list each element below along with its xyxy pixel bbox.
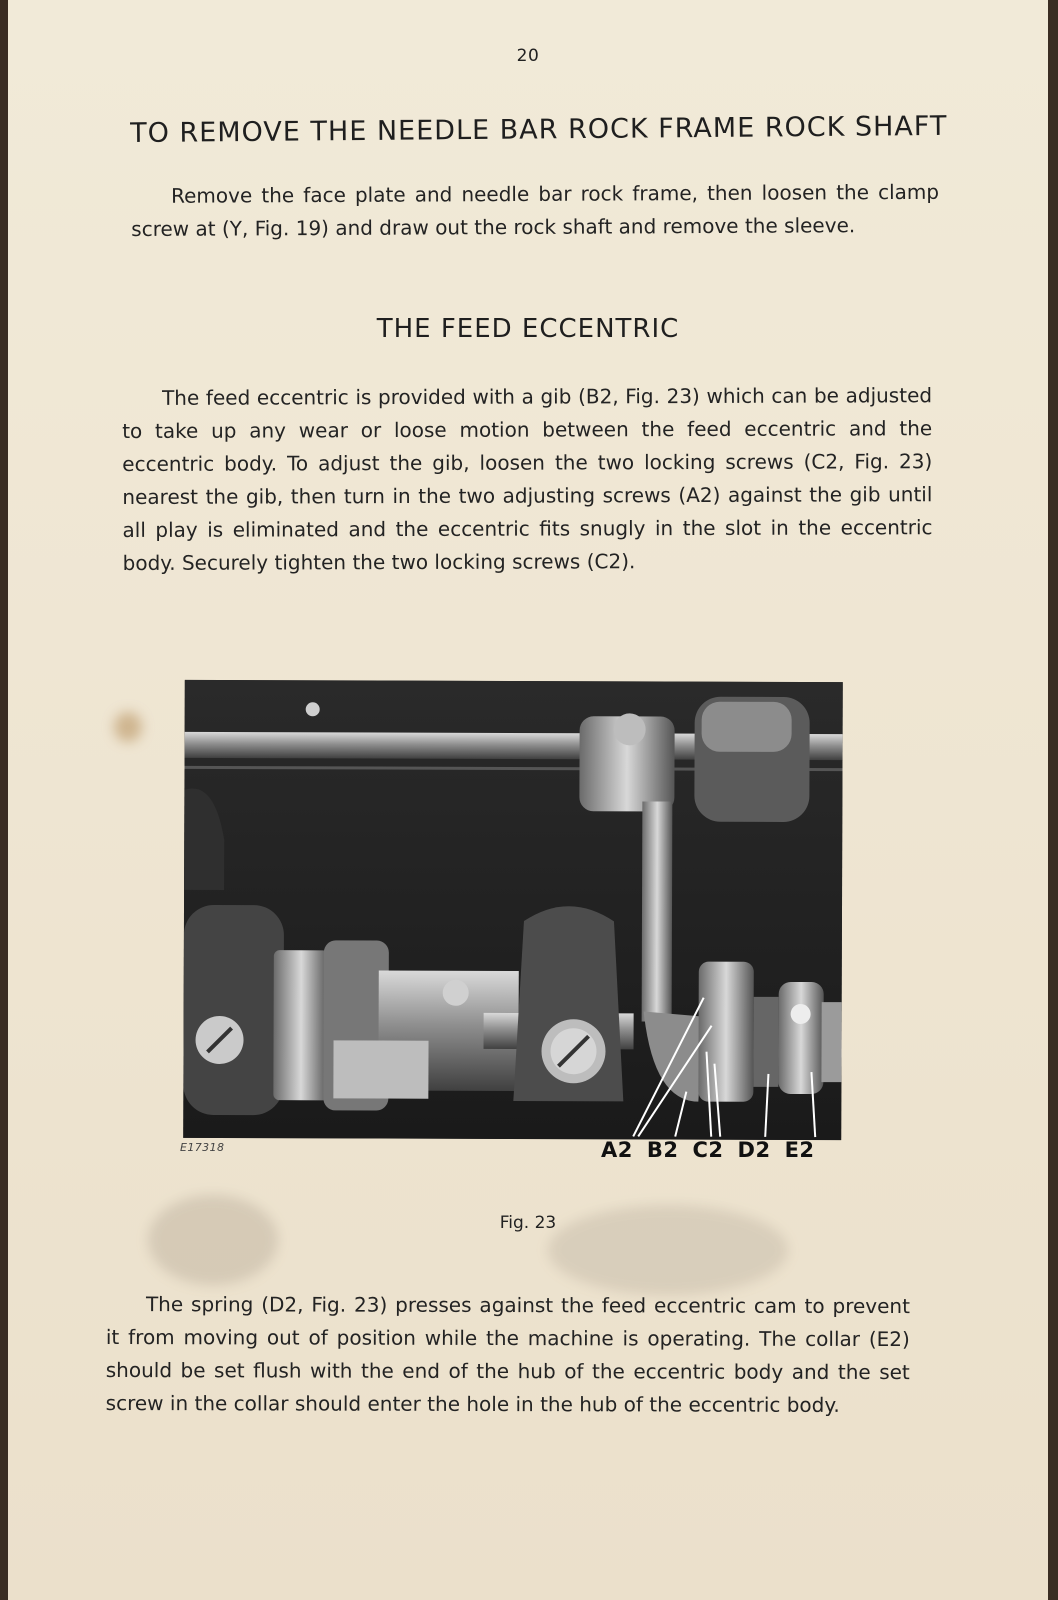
manual-page <box>8 0 1048 1600</box>
rock-shaft-paragraph: Remove the face plate and needle bar rock frame, then loosen the clamp screw at (Y, Fig. 19) and draw out the rock shaft and remove the sleeve. <box>131 179 940 241</box>
page-number: 20 <box>516 46 540 66</box>
figure-photo <box>183 680 843 1140</box>
figure-label: D2 <box>737 1138 771 1162</box>
section-title-rock-shaft: TO REMOVE THE NEEDLE BAR ROCK FRAME ROCK SHAFT <box>130 110 948 149</box>
figure-labels <box>601 1138 829 1162</box>
machine-mechanism-illustration <box>183 680 843 1140</box>
figure-label: B2 <box>646 1138 679 1162</box>
spring-collar-paragraph: The spring (D2, Fig. 23) presses against the feed eccentric cam to prevent it from moving out of position while the machine is operating. The collar (E2) should be set flush with the end of the hub of the eccentric body and the set screw in the collar should enter the hole in the hub of the eccentric body. <box>105 1292 910 1417</box>
smudge-mark <box>148 1195 278 1285</box>
figure-label: C2 <box>692 1138 724 1162</box>
section-title-feed-eccentric: THE FEED ECCENTRIC <box>376 314 680 344</box>
figure-label: A2 <box>601 1138 633 1162</box>
figure-label: E2 <box>784 1138 815 1162</box>
feed-eccentric-paragraph: The feed eccentric is provided with a gib (B2, Fig. 23) which can be adjusted to take up any wear or loose motion between the feed eccentric and the eccentric body. To adjust the gib, loosen the two locking screws (C2, Fig. 23) nearest the gib, then turn in the two adjusting screws (A2) against the gib until all play is eliminated and the eccentric fits snugly in the slot in the eccentric body. Securely tighten the two locking screws (C2). <box>122 383 933 575</box>
stain-mark <box>114 712 142 742</box>
figure-caption: Fig. 23 <box>499 1213 557 1233</box>
photo-code: E17318 <box>180 1141 225 1154</box>
